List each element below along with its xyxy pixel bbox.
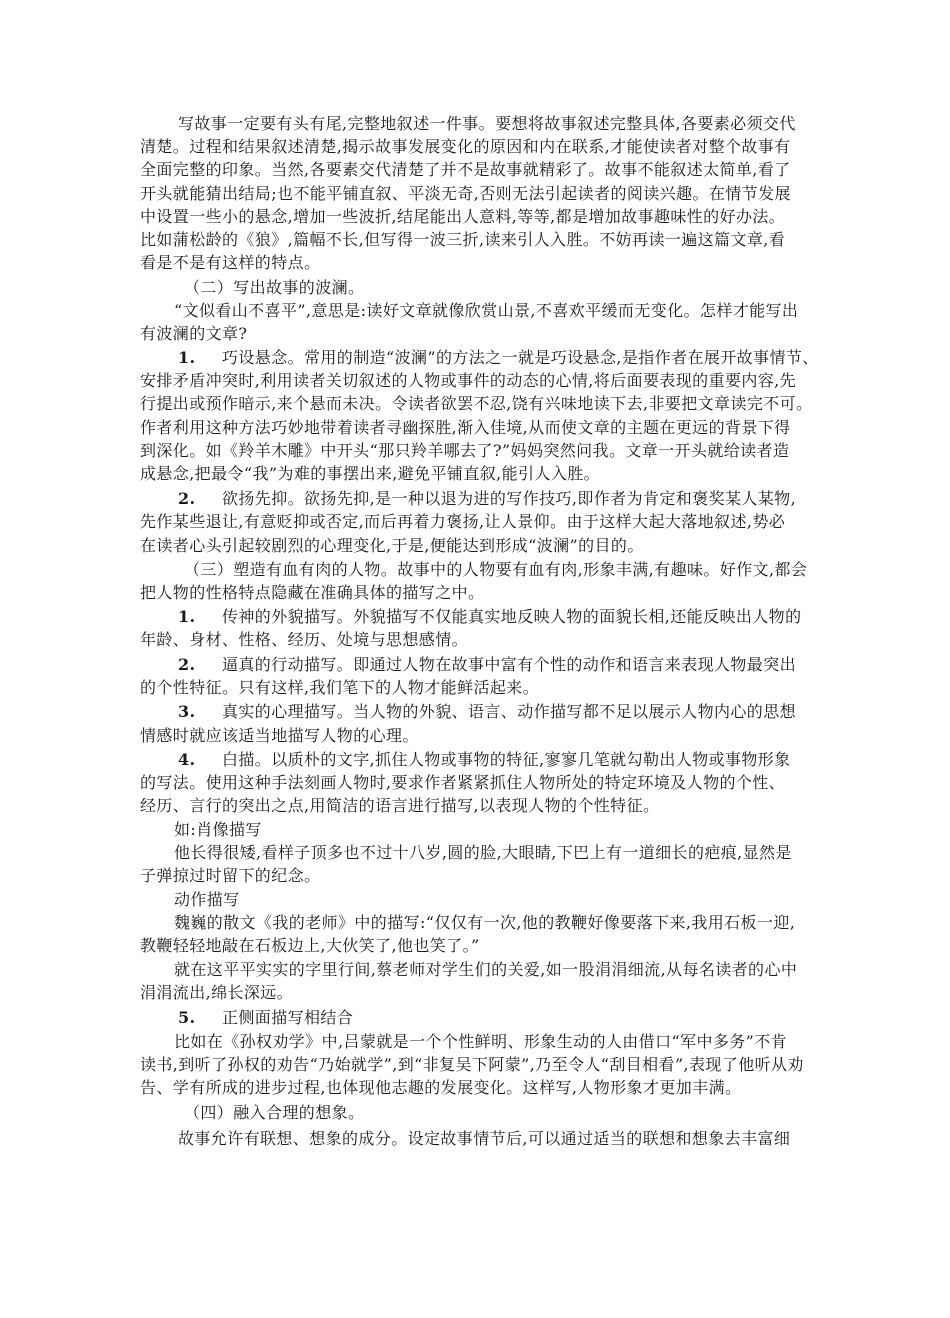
paragraph-line [140,136,791,158]
line-text: 涓涓流出,绵长深远。 [140,983,294,1002]
line-text: 他长得很矮,看样子顶多也不过十八岁,圆的脸,大眼睛,下巴上有一道细长的疤痕,显然是 [174,843,792,862]
line-text: （三）塑造有血有肉的人物。故事中的人物要有血有肉,形象丰满,有趣味。好作文,都会 [184,560,808,579]
paragraph-line [140,511,785,533]
line-text: 子弹掠过时留下的纪念。 [140,866,321,885]
list-number: 1. [178,348,196,367]
line-text: 清楚。过程和结果叙述清楚,揭示故事发展变化的原因和内在联系,才能使读者对整个故事有 [140,137,791,156]
line-text: 告、学有所成的进步过程,也体现他志趣的发展变化。这样写,人物形象才更加丰满。 [140,1078,742,1097]
paragraph-line [140,159,791,181]
paragraph-line [140,677,539,699]
paragraph-line [140,1077,741,1099]
paragraph-line [140,206,785,228]
line-text: 到深化。如《羚羊木雕》中开头“那只羚羊哪去了?”妈妈突然问我。文章一开头就给读者造 [140,441,790,460]
paragraph-line [140,819,262,841]
line-text: 欲扬先抑。欲扬先抑,是一种以退为进的写作技巧,即作者为肯定和褒奖某人某物, [222,489,797,508]
line-text: 经历、言行的突出之点,用简洁的语言进行描写,以表现人物的个性特征。 [140,796,660,815]
line-text: 中设置一些小的悬念,增加一些波折,结尾能出人意料,等等,都是增加故事趣味性的好办法。 [140,207,786,226]
paragraph-line [140,252,320,274]
line-text: 的个性特征。只有这样,我们笔下的人物才能鲜活起来。 [140,678,540,697]
line-text: 作者利用这种方法巧妙地带着读者寻幽探胜,渐入佳境,从而使文章的主题在更远的背景下得 [140,418,791,437]
line-text: 就在这平平实实的字里行间,蔡老师对学生们的关爱,如一股涓涓细流,从每名读者的心中 [174,960,798,979]
line-text: 真实的心理描写。当人物的外貌、语言、动作描写都不足以展示人物内心的思想 [222,702,797,721]
line-text: 年龄、身材、性格、经历、处境与思想感情。 [140,630,469,649]
paragraph-line [140,1031,787,1053]
line-text: “文似看山不喜平”,意思是:读好文章就像欣赏山景,不喜欢平缓而无变化。怎样才能写出 [174,301,799,320]
paragraph-line [140,1054,804,1076]
paragraph-line [140,535,644,557]
numbered-paragraph-line [140,488,796,510]
line-text: 动作描写 [174,890,240,909]
paragraph-line [140,440,789,462]
numbered-paragraph-line [140,347,819,369]
line-text: 把人物的性格特点隐藏在准确具体的描写之中。 [140,583,485,602]
list-number: 5. [178,1008,196,1027]
line-text: 正侧面描写相结合 [222,1008,354,1027]
paragraph-line [140,889,240,911]
numbered-paragraph-line [140,701,796,723]
paragraph-line [140,559,807,581]
paragraph-line [140,795,659,817]
list-number: 3. [178,702,196,721]
line-text: 开头就能猜出结局;也不能平铺直叙、平淡无奇,否则无法引起读者的阅读兴趣。在情节发展 [140,184,791,203]
line-text: 比如在《孙权劝学》中,吕蒙就是一个个性鲜明、形象生动的人由借口“军中多务”不肯 [174,1032,788,1051]
line-text: 巧设悬念。常用的制造“波澜”的方法之一就是巧设悬念,是指作者在展开故事情节、 [222,348,819,367]
line-text: （四）融入合理的想象。 [184,1103,365,1122]
paragraph-line [140,393,812,415]
paragraph-line [140,417,791,439]
line-text: 如:肖像描写 [174,820,262,839]
paragraph-line [140,1102,364,1124]
line-text: 比如蒲松龄的《狼》,篇幅不长,但写得一波三折,读来引人入胜。不妨再读一遍这篇文章,看 [140,230,786,249]
line-text: 先作某些退让,有意贬抑或否定,而后再着力褒扬,让人景仰。由于这样大起大落地叙述,势必 [140,512,786,531]
line-text: 行提出或预作暗示,来个悬而未决。令读者欲罢不忍,饶有兴味地读下去,非要把文章读完不可。 [140,394,813,413]
list-number: 4. [178,750,196,769]
line-text: 情感时就应该适当地描写人物的心理。 [140,726,419,745]
line-text: 成悬念,把最令“我”为难的事摆出来,避免平铺直叙,能引人入胜。 [140,464,601,483]
line-text: 白描。以质朴的文字,抓住人物或事物的特征,寥寥几笔就勾勒出人物或事物形象 [222,750,791,769]
line-text: 有波澜的文章? [140,324,248,343]
paragraph-line [140,183,791,205]
list-number: 2. [178,489,196,508]
line-text: 读书,到听了孙权的劝告“乃始就学”,到“非复吴下阿蒙”,乃至令人“刮目相看”,表现了他听从劝 [140,1055,804,1074]
paragraph-line [140,772,785,794]
paragraph-line [140,842,792,864]
paragraph-line [140,912,795,934]
line-text: 逼真的行动描写。即通过人物在故事中富有个性的动作和语言来表现人物最突出 [222,655,797,674]
paragraph-line [140,229,785,251]
line-text: 魏巍的散文《我的老师》中的描写:“仅仅有一次,他的教鞭好像要落下来,我用石板一迎, [174,913,796,932]
paragraph-line [140,935,480,957]
numbered-paragraph-line [140,749,791,771]
paragraph-line [140,113,796,135]
line-text: 写故事一定要有头有尾,完整地叙述一件事。要想将故事叙述完整具体,各要素必须交代 [178,114,796,133]
line-text: （二）写出故事的波澜。 [184,278,365,297]
list-number: 1. [178,607,196,626]
line-text: 传神的外貌描写。外貌描写不仅能真实地反映人物的面貌长相,还能反映出人物的 [222,607,802,626]
paragraph-line [140,277,364,299]
paragraph-line [140,300,798,322]
paragraph-line [140,982,293,1004]
line-text: 教鞭轻轻地敲在石板边上,大伙笑了,他也笑了。” [140,936,480,955]
line-text: 的写法。使用这种手法刻画人物时,要求作者紧紧抓住人物所处的特定环境及人物的个性、 [140,773,786,792]
paragraph-line [140,323,247,345]
paragraph-line [140,1128,790,1150]
line-text: 在读者心头引起较剧烈的心理变化,于是,便能达到形成“波澜”的目的。 [140,536,644,555]
line-text: 安排矛盾冲突时,利用读者关切叙述的人物或事件的动态的心情,将后面要表现的重要内容,先 [140,371,797,390]
line-text: 故事允许有联想、想象的成分。设定故事情节后,可以通过适当的联想和想象去丰富细 [178,1129,791,1148]
numbered-paragraph-line [140,654,796,676]
paragraph-line [140,959,797,981]
paragraph-line [140,865,320,887]
paragraph-line [140,582,484,604]
line-text: 全面完整的印象。当然,各要素交代清楚了并不是故事就精彩了。故事不能叙述太简单,看了 [140,160,791,179]
list-number: 2. [178,655,196,674]
paragraph-line [140,629,468,651]
line-text: 看是不是有这样的特点。 [140,253,321,272]
paragraph-line [140,463,600,485]
numbered-paragraph-line [140,606,802,628]
paragraph-line [140,370,796,392]
paragraph-line [140,725,419,747]
numbered-paragraph-line [140,1007,353,1029]
